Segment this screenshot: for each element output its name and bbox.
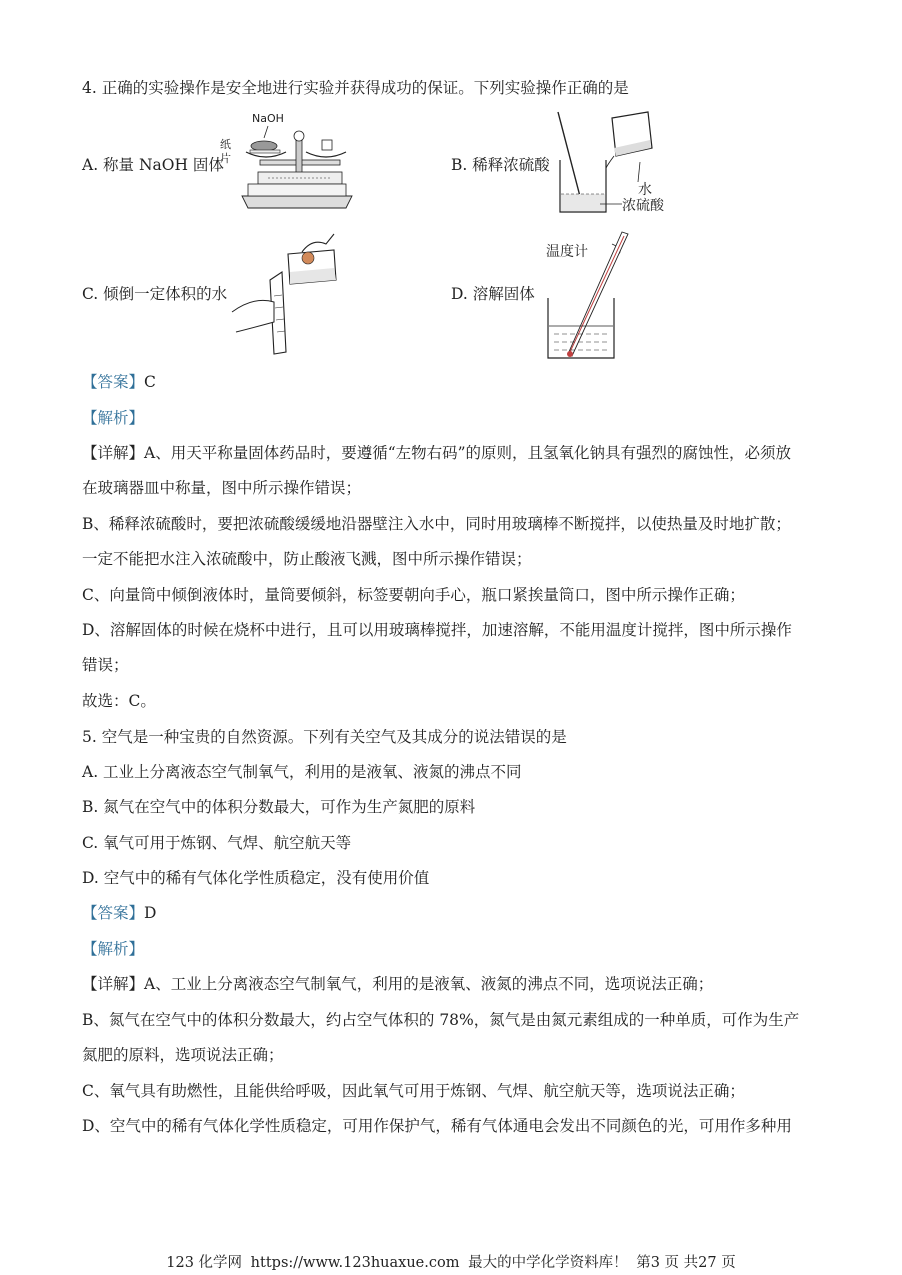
detail-text: A、用天平称量固体药品时，要遵循“左物右码”的原则，且氢氧化钠具有强烈的腐蚀性，必须放 [144,444,792,462]
q5-option-d: D. 空气中的稀有气体化学性质稳定，没有使用价值 [82,869,430,887]
q4-detail-line-7: 错误； [82,656,129,674]
answer-value: C [144,373,156,391]
answer-tag: 【答案】 [82,373,145,391]
paper-label-1: 纸 [220,138,231,151]
q5-detail-line-5: D、空气中的稀有气体化学性质稳定，可用作保护气，稀有气体通电会发出不同颜色的光，可用作多种用 [82,1117,792,1135]
q4-detail-line-6: D、溶解固体的时候在烧杯中进行，且可以用玻璃棒搅拌，加速溶解，不能用温度计搅拌，图中所示操作 [82,621,792,639]
detail-text: A、工业上分离液态空气制氧气，利用的是液氧、液氮的沸点不同，选项说法正确； [144,975,714,993]
q4-analysis-tag: 【解析】 [82,409,145,427]
q4-option-b: B. 稀释浓硫酸 [451,156,550,174]
q5-stem: 5. 空气是一种宝贵的自然资源。下列有关空气及其成分的说法错误的是 [82,728,567,746]
q5-detail-line-2: B、氮气在空气中的体积分数最大，约占空气体积的 78%，氮气是由氮元素组成的一种单质，可作为生产 [82,1011,800,1029]
q4-detail-line-1 [82,443,791,463]
answer-tag: 【答案】 [82,904,145,922]
answer-value: D [144,904,157,922]
paper-label-2: 片 [220,152,231,165]
q5-option-b: B. 氮气在空气中的体积分数最大，可作为生产氮肥的原料 [82,798,476,816]
q5-detail-line-1 [82,974,713,994]
footer-site: 123 化学网 [166,1255,243,1271]
acid-label: 浓硫酸 [622,198,664,214]
detail-tag: 【详解】 [82,975,145,993]
q4-option-d: D. 溶解固体 [451,285,535,303]
dissolve-figure [540,226,660,362]
q4-detail-line-8: 故选：C。 [82,692,156,710]
q5-detail-line-4: C、氧气具有助燃性，且能供给呼吸，因此氧气可用于炼钢、气焊、航空航天等，选项说法正确； [82,1082,745,1100]
pouring-figure [230,232,360,358]
q4-detail-line-2: 在玻璃器皿中称量，图中所示操作错误； [82,479,362,497]
q4-stem: 4. 正确的实验操作是安全地进行实验并获得成功的保证。下列实验操作正确的是 [82,79,629,97]
q5-analysis-tag: 【解析】 [82,940,145,958]
detail-tag: 【详解】 [82,444,145,462]
balance-figure [218,108,358,214]
q4-detail-line-4: 一定不能把水注入浓硫酸中，防止酸液飞溅，图中所示操作错误； [82,550,532,568]
q5-answer [82,903,156,923]
footer-url[interactable]: https://www.123huaxue.com [250,1255,460,1271]
dilute-acid-figure [550,108,680,218]
q4-option-c: C. 倾倒一定体积的水 [82,285,228,303]
page-footer [0,1254,902,1272]
water-label: 水 [638,182,652,198]
q4-option-a: A. 称量 NaOH 固体 [82,156,224,174]
naoh-label: NaOH [252,112,284,125]
q4-answer [82,372,156,392]
q5-detail-line-3: 氮肥的原料，选项说法正确； [82,1046,284,1064]
thermometer-label: 温度计 [546,244,588,260]
q4-detail-line-5: C、向量筒中倾倒液体时，量筒要倾斜，标签要朝向手心，瓶口紧挨量筒口，图中所示操作正确； [82,586,745,604]
q5-option-a: A. 工业上分离液态空气制氧气，利用的是液氧、液氮的沸点不同 [82,763,522,781]
q4-detail-line-3: B、稀释浓硫酸时，要把浓硫酸缓缓地沿器壁注入水中，同时用玻璃棒不断搅拌，以使热量及时地扩散； [82,515,791,533]
q5-option-c: C. 氧气可用于炼钢、气焊、航空航天等 [82,834,352,852]
footer-slogan: 最大的中学化学资料库！ [468,1255,628,1271]
footer-page-number: 第3 页 共27 页 [636,1255,736,1271]
